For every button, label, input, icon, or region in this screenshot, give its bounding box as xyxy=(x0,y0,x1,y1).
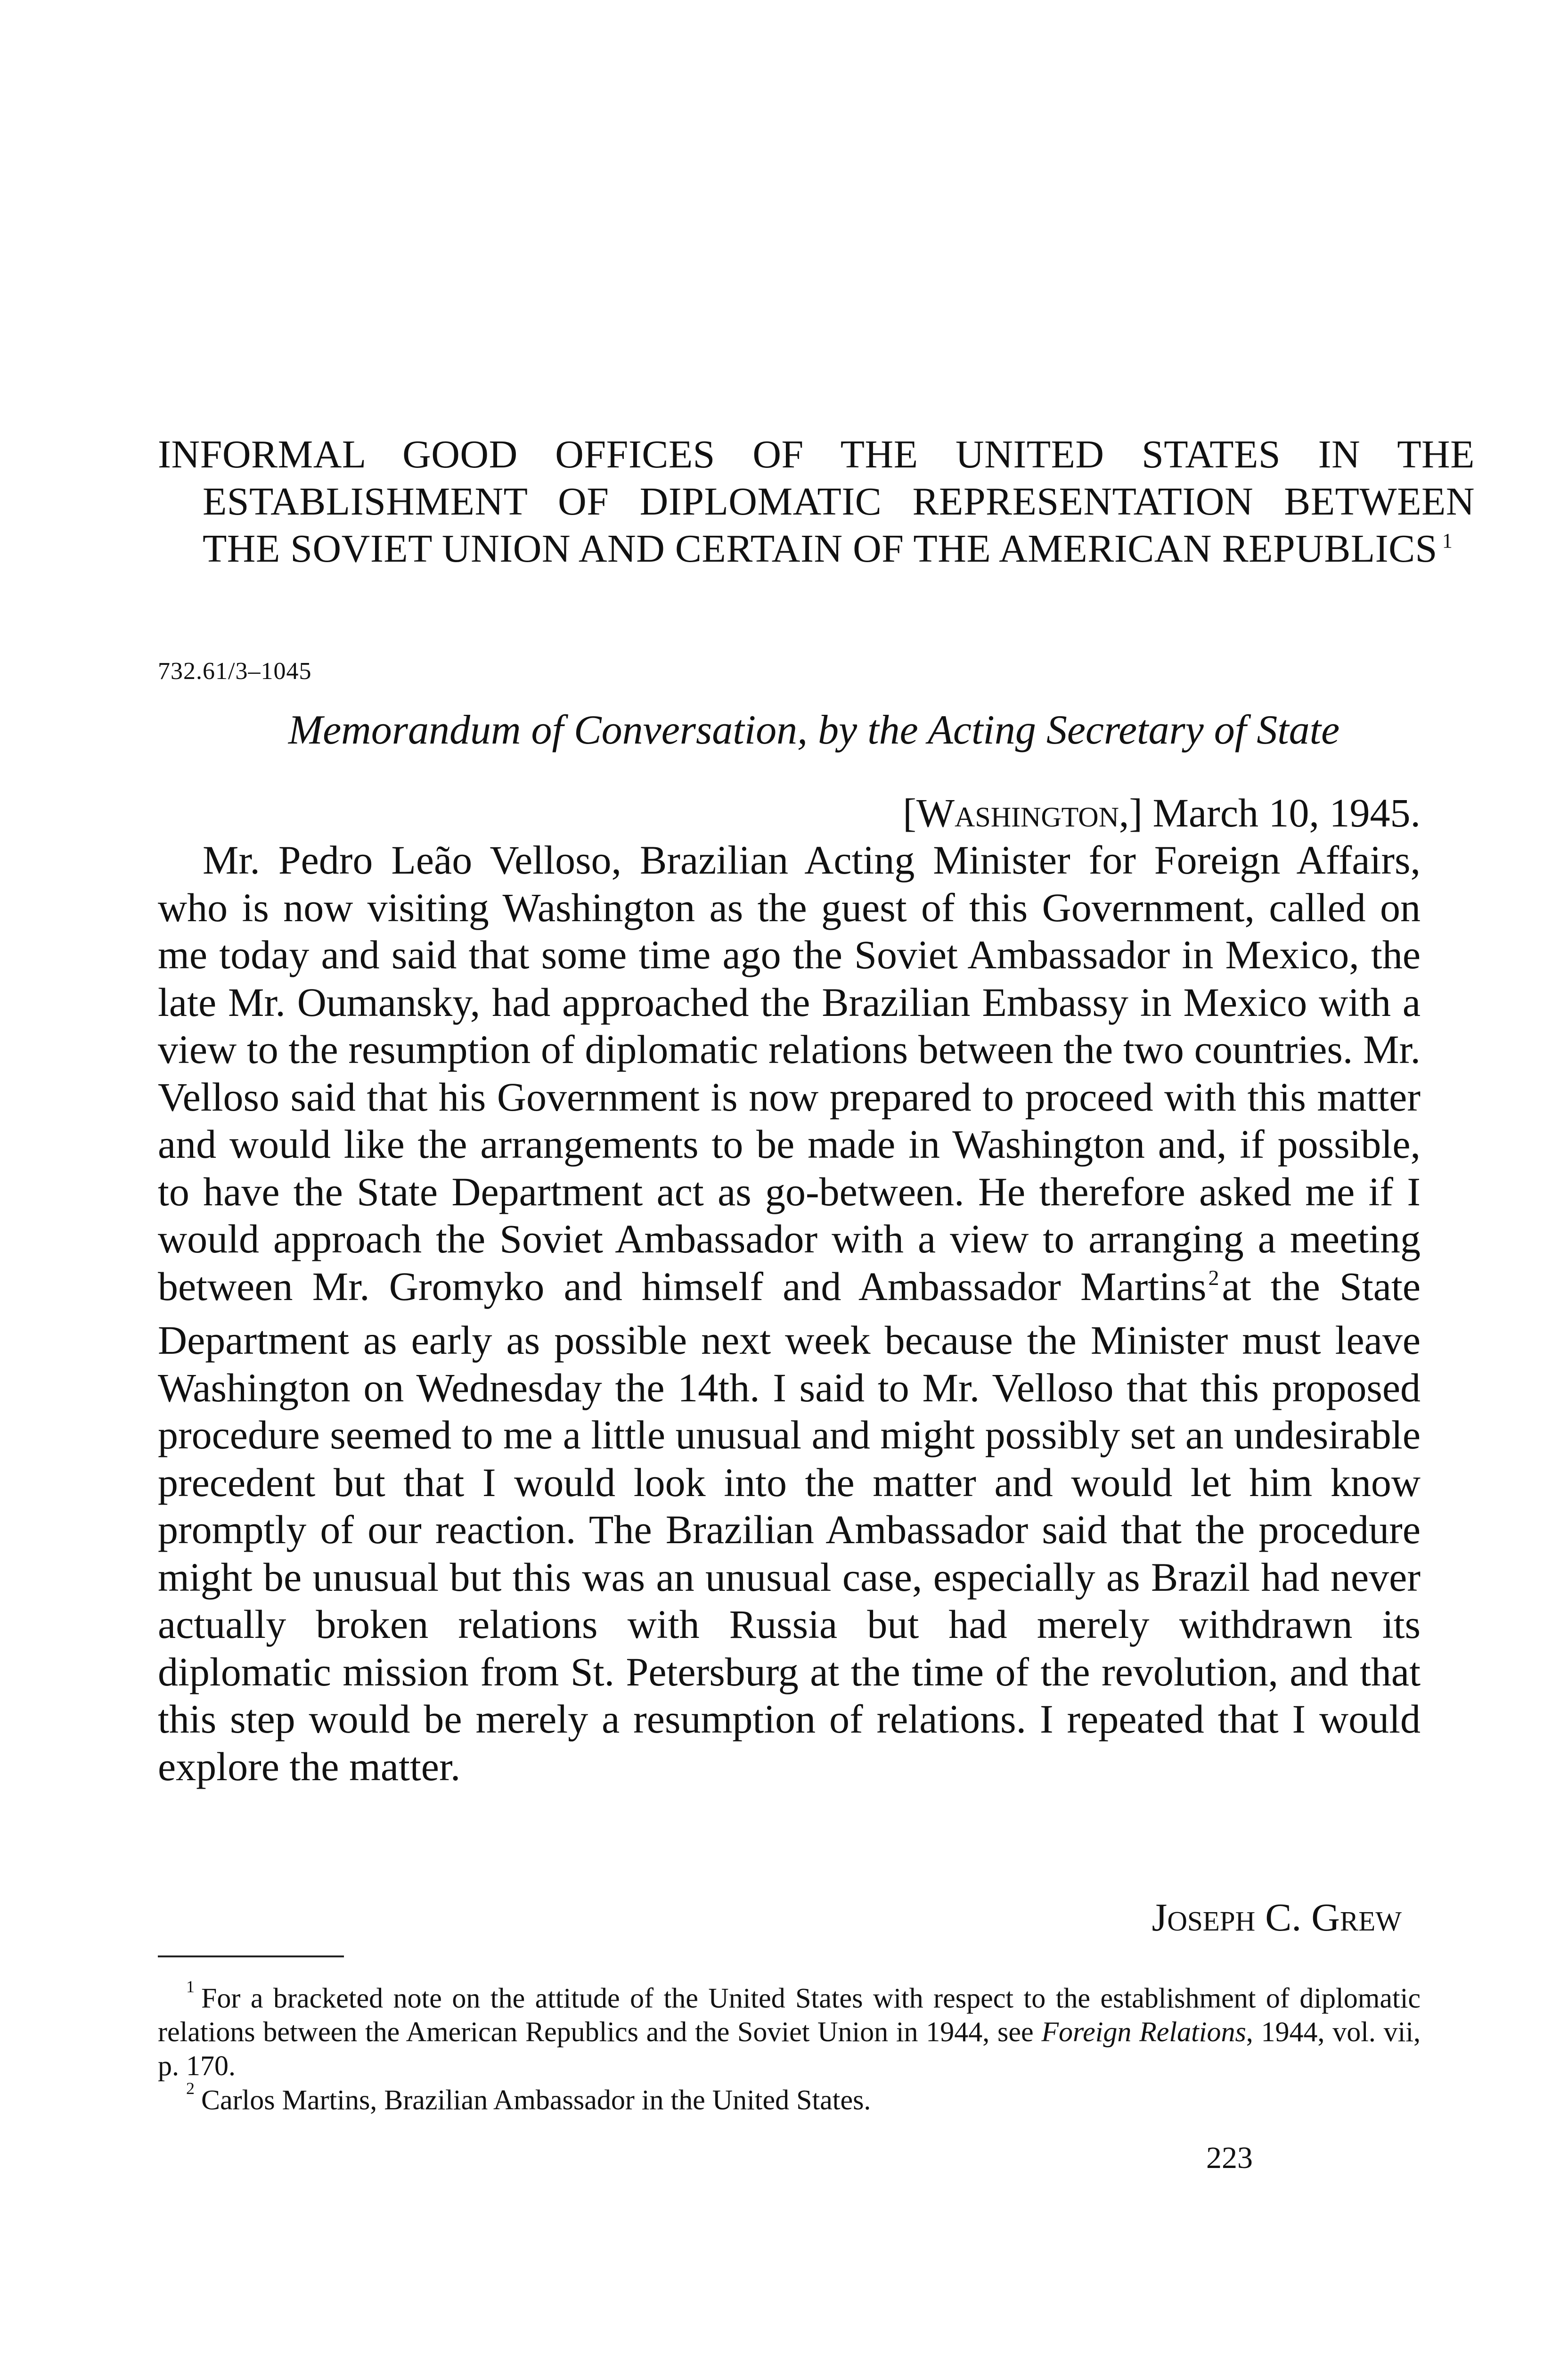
section-heading-text: INFORMAL GOOD OFFICES OF THE UNITED STATES IN THE ESTABLISHMENT OF DIPLOMATIC REPRESENTATION BETWEEN THE SOVIET UNION AND CERTAIN OF THE AMERICAN REPUBLICS xyxy=(158,433,1475,571)
footnote-1 xyxy=(158,1970,1421,2083)
footnote-2-mark: 2 xyxy=(186,2079,195,2098)
page-number: 223 xyxy=(1206,2141,1253,2175)
footnote-2 xyxy=(158,2071,1421,2117)
section-heading xyxy=(158,431,1475,579)
dateline-date: March 10, 1945. xyxy=(1152,790,1421,835)
body-part-2: at the State Department as early as possible next week because the Minister must leave Washington on Wednesday the 14th. I said to Mr. Velloso that this proposed procedure seemed to me a little unusual and might possibly set an undesirable precedent but that I would look into the matter and would let him know promptly of our reaction. The Brazilian Ambassador said that the procedure might be unusual but this was an unusual case, especially as Brazil had never actually broken relations with Russia but had merely withdrawn its diplomatic mission from St. Petersburg at the time of the revolution, and that this step would be merely a resumption of relations. I repeated that I would explore the matter. xyxy=(158,1263,1421,1789)
document-title: Memorandum of Conversation, by the Acting Secretary of State xyxy=(288,707,1340,753)
memorandum-body xyxy=(158,836,1421,1790)
footnote-divider xyxy=(158,1955,344,1957)
body-footnote-mark: 2 xyxy=(1208,1265,1219,1290)
dateline-place: [Washington,] xyxy=(903,790,1143,835)
body-part-1: Mr. Pedro Leão Velloso, Brazilian Acting Minister for Foreign Affairs, who is now visiting Washington as the guest of this Government, called on me today and said that some time ago the Soviet Ambassador in Mexico, the late Mr. Oumansky, had approached the Brazilian Embassy in Mexico with a view to the resumption of diplomatic relations between the two countries. Mr. Velloso said that his Government is now prepared to proceed with this matter and would like the arrangements to be made in Washington and, if possible, to have the State Department act as go-between. He therefore asked me if I would approach the Soviet Ambassador with a view to arranging a meeting between Mr. Gromyko and himself and Ambassador Martins xyxy=(158,837,1421,1309)
footnote-1-mark: 1 xyxy=(186,1977,195,1996)
dateline xyxy=(158,789,1421,836)
footnote-1-text-before: For a bracketed note on the attitude of the United States with respect to the establishment of diplomatic relations between the American Republics and the Soviet Union in 1944, see xyxy=(158,1982,1421,2048)
file-reference: 732.61/3–1045 xyxy=(158,658,312,685)
heading-footnote-mark: 1 xyxy=(1442,529,1453,552)
footnote-2-text: Carlos Martins, Brazilian Ambassador in the United States. xyxy=(201,2084,871,2116)
footnote-1-text-after: , 1944, vol. vii, p. 170. xyxy=(158,2016,1421,2082)
footnote-1-italic: Foreign Relations xyxy=(1041,2016,1246,2048)
signature: Joseph C. Grew xyxy=(1152,1896,1402,1939)
